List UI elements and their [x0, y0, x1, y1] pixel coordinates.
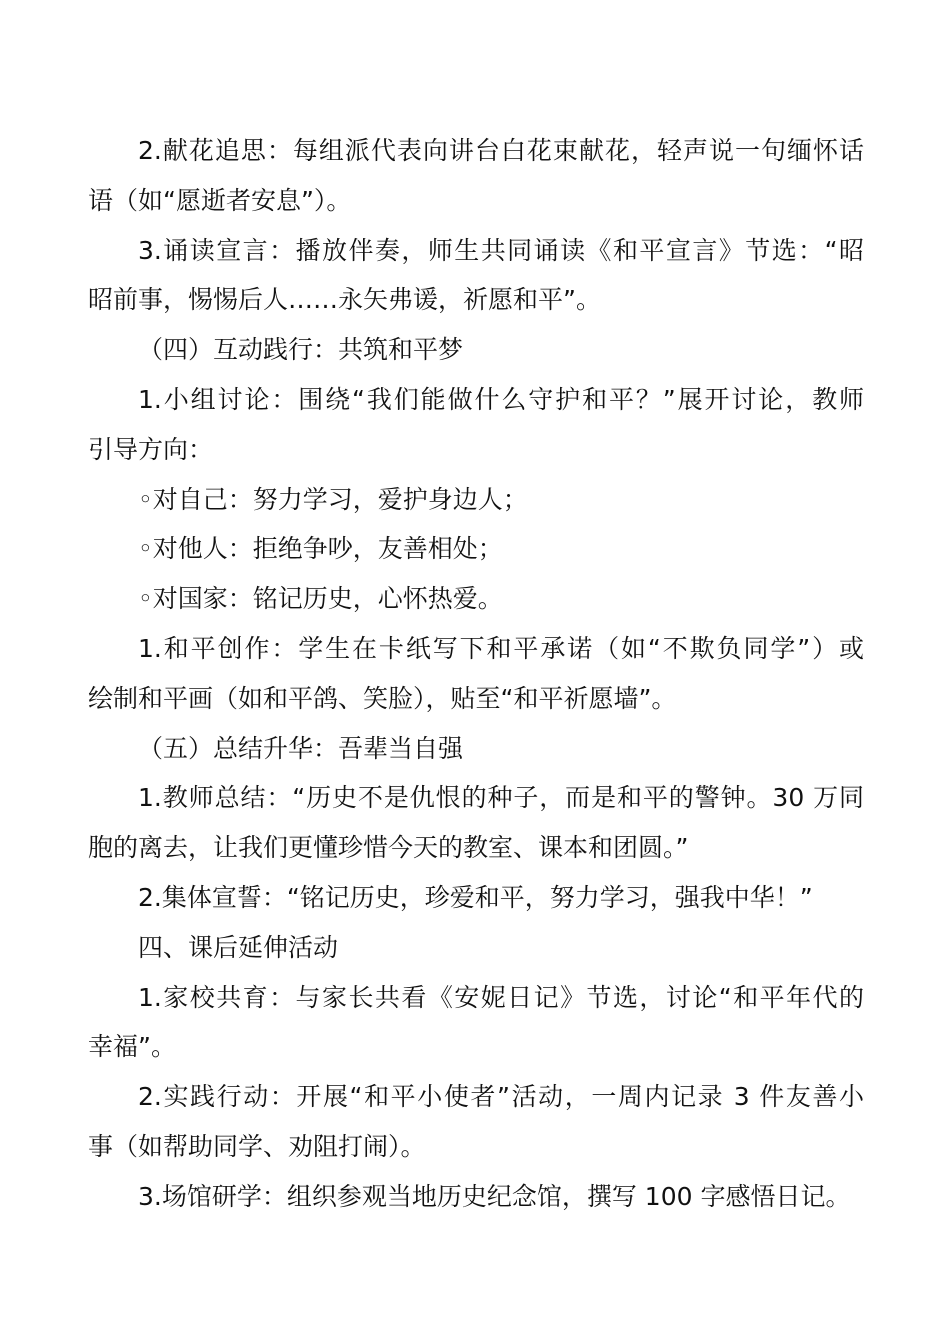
text-line: 事（如帮助同学、劝阻打闹）。 [88, 1131, 426, 1161]
text-line: 绘制和平画（如和平鸽、笑脸），贴至“和平祈愿墙”。 [88, 683, 677, 713]
text-line: ◦对自己：努力学习，爱护身边人； [138, 484, 528, 514]
text-line: 胞的离去，让我们更懂珍惜今天的教室、课本和团圆。” [88, 833, 689, 863]
text-line: 1.和平创作：学生在卡纸写下和平承诺（如“不欺负同学”）或 [138, 633, 864, 663]
text-line: 四、课后延伸活动 [138, 932, 339, 962]
text-line: 1.教师总结：“历史不是仇恨的种子，而是和平的警钟。30 万同 [138, 783, 864, 813]
text-line: 2.实践行动：开展“和平小使者”活动，一周内记录 3 件友善小 [138, 1082, 864, 1112]
text-line: ◦对国家：铭记历史，心怀热爱。 [138, 584, 503, 614]
text-line: 昭前事，惕惕后人……永矢弗谖，祈愿和平”。 [88, 285, 601, 315]
text-line: 语（如“愿逝者安息”）。 [88, 185, 352, 215]
text-line: 1.家校共育：与家长共看《安妮日记》节选，讨论“和平年代的 [138, 982, 864, 1012]
document-page [88, 126, 864, 1222]
text-line: 2.集体宣誓：“铭记历史，珍爱和平，努力学习，强我中华！” [138, 882, 813, 912]
text-line: 2.献花追思：每组派代表向讲台白花束献花，轻声说一句缅怀话 [138, 136, 864, 165]
text-line: （四）互动践行：共筑和平梦 [138, 335, 464, 365]
text-line: ◦对他人：拒绝争吵，友善相处； [138, 534, 503, 564]
text-line: 3.诵读宣言：播放伴奏，师生共同诵读《和平宣言》节选：“昭 [138, 235, 864, 265]
text-line: 3.场馆研学：组织参观当地历史纪念馆，撰写 100 字感悟日记。 [138, 1181, 851, 1211]
text-line: （五）总结升华：吾辈当自强 [138, 733, 464, 763]
text-line: 引导方向： [88, 434, 214, 464]
text-line: 幸福”。 [88, 1032, 176, 1062]
text-line: 1.小组讨论：围绕“我们能做什么守护和平？”展开讨论，教师 [138, 384, 864, 414]
